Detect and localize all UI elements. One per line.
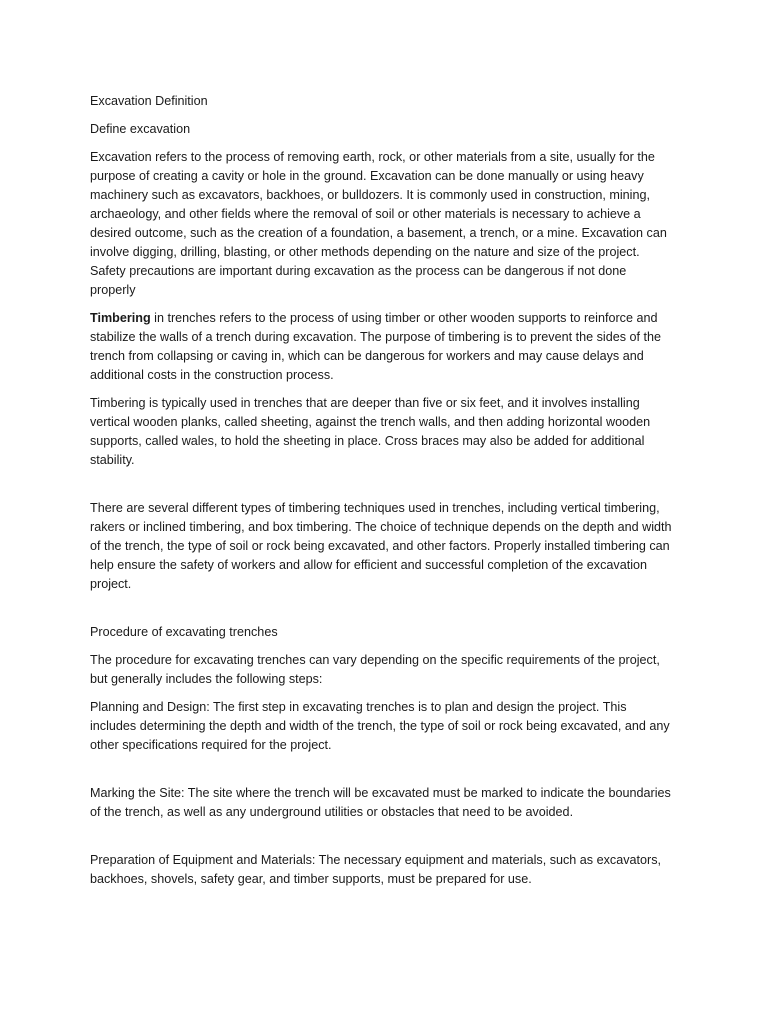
step-preparation-equipment: Preparation of Equipment and Materials: The necessary equipment and materials, such as excavators, backhoes, shovels, safety gear, and timber supports, must be prepared for use. (90, 853, 661, 886)
timbering-term: Timbering (90, 311, 151, 325)
document-subtitle: Define excavation (90, 122, 191, 136)
step-planning-design: Planning and Design: The first step in excavating trenches is to plan and design the project. This includes determining the depth and width of the trench, the type of soil or rock being excavated, and any other specifications required for the project. (90, 700, 670, 752)
procedure-intro: The procedure for excavating trenches can vary depending on the specific requirements of the project, but generally includes the following steps: (90, 653, 660, 686)
document-page (90, 92, 675, 898)
paragraph-timbering-usage: Timbering is typically used in trenches that are deeper than five or six feet, and it involves installing vertical wooden planks, called sheeting, against the trench walls, and then adding horizontal wooden supports, called wales, to hold the sheeting in place. Cross braces may also be added for additional stability. (90, 396, 651, 467)
document-title: Excavation Definition (90, 94, 208, 108)
paragraph-definition: Excavation refers to the process of removing earth, rock, or other materials from a site, usually for the purpose of creating a cavity or hole in the ground. Excavation can be done manually or using heavy machinery such as excavators, backhoes, or bulldozers. It is commonly used in construction, mining, archaeology, and other fields where the removal of soil or other materials is necessary to achieve a desired outcome, such as the creation of a foundation, a basement, a trench, or a mine. Excavation can involve digging, drilling, blasting, or other methods depending on the nature and size of the project. Safety precautions are important during excavation as the process can be dangerous if not done properly (90, 150, 667, 297)
timbering-intro-text: in trenches refers to the process of using timber or other wooden supports to reinforce and stabilize the walls of a trench during excavation. The purpose of timbering is to prevent the sides of the trench from collapsing or caving in, which can be dangerous for workers and may cause delays and additional costs in the construction process. (90, 311, 662, 382)
paragraph-timbering-intro (90, 309, 675, 385)
procedure-heading: Procedure of excavating trenches (90, 625, 278, 639)
step-marking-site: Marking the Site: The site where the trench will be excavated must be marked to indicate the boundaries of the trench, as well as any underground utilities or obstacles that need to be avoided. (90, 786, 671, 819)
paragraph-timbering-types: There are several different types of timbering techniques used in trenches, including vertical timbering, rakers or inclined timbering, and box timbering. The choice of technique depends on the depth and width of the trench, the type of soil or rock being excavated, and other factors. Properly installed timbering can help ensure the safety of workers and allow for efficient and successful completion of the excavation project. (90, 501, 672, 591)
